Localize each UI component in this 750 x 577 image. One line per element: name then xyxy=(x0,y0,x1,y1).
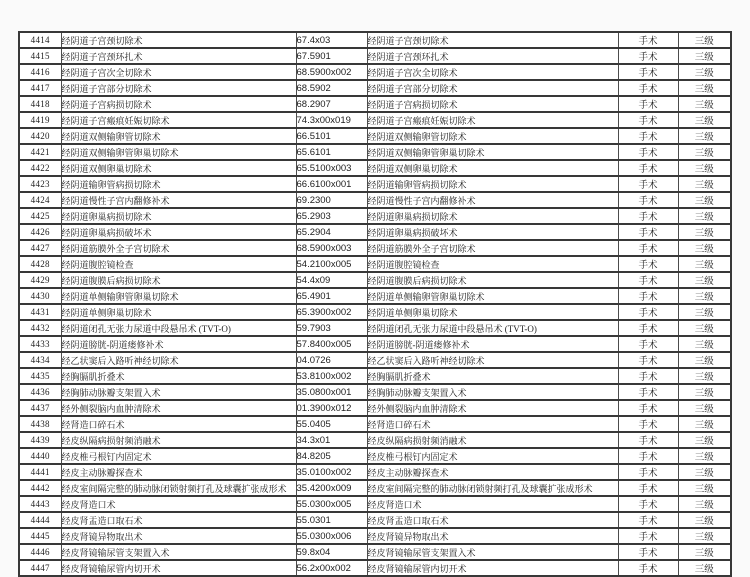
category-cell: 手术 xyxy=(618,64,678,80)
procedure-name-cell: 经外侧裂脑内血肿清除术 xyxy=(61,400,296,416)
procedure-name-2-cell: 经皮纵隔病损射频消融术 xyxy=(367,432,618,448)
procedure-code-cell: 68.5900x003 xyxy=(296,240,367,256)
procedure-name-cell: 经皮肾造口术 xyxy=(61,496,296,512)
category-cell: 手术 xyxy=(618,160,678,176)
row-number-cell: 4443 xyxy=(19,496,61,512)
procedure-name-2-cell: 经胸肺动脉瓣支架置入术 xyxy=(367,384,618,400)
procedure-name-cell: 经阴道输卵管病损切除术 xyxy=(61,176,296,192)
table-row xyxy=(19,176,731,192)
row-number-cell: 4437 xyxy=(19,400,61,416)
procedure-name-2-cell: 经阴道筋膜外全子宫切除术 xyxy=(367,240,618,256)
procedure-code-cell: 69.2300 xyxy=(296,192,367,208)
category-cell: 手术 xyxy=(618,144,678,160)
level-cell: 三级 xyxy=(678,544,731,560)
category-cell: 手术 xyxy=(618,416,678,432)
procedure-name-cell: 经阴道子宫颈环扎术 xyxy=(61,48,296,64)
table-row xyxy=(19,192,731,208)
procedure-code-cell: 35.0100x002 xyxy=(296,464,367,480)
procedure-code-cell: 66.5101 xyxy=(296,128,367,144)
row-number-cell: 4425 xyxy=(19,208,61,224)
procedure-name-cell: 经胸肺动脉瓣支架置入术 xyxy=(61,384,296,400)
level-cell: 三级 xyxy=(678,32,731,48)
procedure-name-cell: 经阴道单侧输卵管卵巢切除术 xyxy=(61,288,296,304)
procedure-name-2-cell: 经阴道腹腔镜检查 xyxy=(367,256,618,272)
category-cell: 手术 xyxy=(618,560,678,576)
table-row xyxy=(19,224,731,240)
level-cell: 三级 xyxy=(678,80,731,96)
procedure-name-2-cell: 经阴道子宫部分切除术 xyxy=(367,80,618,96)
table-row xyxy=(19,256,731,272)
procedure-name-cell: 经阴道慢性子宫内翻修补术 xyxy=(61,192,296,208)
row-number-cell: 4428 xyxy=(19,256,61,272)
category-cell: 手术 xyxy=(618,48,678,64)
procedure-name-cell: 经阴道单侧卵巢切除术 xyxy=(61,304,296,320)
category-cell: 手术 xyxy=(618,272,678,288)
procedure-code-cell: 67.5901 xyxy=(296,48,367,64)
category-cell: 手术 xyxy=(618,112,678,128)
category-cell: 手术 xyxy=(618,464,678,480)
category-cell: 手术 xyxy=(618,480,678,496)
procedure-code-cell: 35.4200x009 xyxy=(296,480,367,496)
procedure-code-cell: 55.0405 xyxy=(296,416,367,432)
procedure-name-cell: 经阴道膀胱-阴道瘘修补术 xyxy=(61,336,296,352)
procedure-code-cell: 54.4x09 xyxy=(296,272,367,288)
procedure-code-cell: 54.2100x005 xyxy=(296,256,367,272)
level-cell: 三级 xyxy=(678,48,731,64)
level-cell: 三级 xyxy=(678,144,731,160)
category-cell: 手术 xyxy=(618,96,678,112)
procedure-name-cell: 经皮纵隔病损射频消融术 xyxy=(61,432,296,448)
procedure-code-cell: 67.4x03 xyxy=(296,32,367,48)
procedure-name-cell: 经皮肾镜输尿管内切开术 xyxy=(61,560,296,576)
table-row xyxy=(19,144,731,160)
procedure-code-cell: 04.0726 xyxy=(296,352,367,368)
procedure-name-2-cell: 经皮肾镜异物取出术 xyxy=(367,528,618,544)
procedure-code-cell: 56.2x00x002 xyxy=(296,560,367,576)
row-number-cell: 4427 xyxy=(19,240,61,256)
procedure-name-cell: 经阴道子宫瘢痕妊娠切除术 xyxy=(61,112,296,128)
level-cell: 三级 xyxy=(678,432,731,448)
procedure-name-cell: 经阴道腹腔镜检查 xyxy=(61,256,296,272)
category-cell: 手术 xyxy=(618,288,678,304)
procedure-name-2-cell: 经乙状窦后入路听神经切除术 xyxy=(367,352,618,368)
procedure-name-2-cell: 经阴道慢性子宫内翻修补术 xyxy=(367,192,618,208)
table-row xyxy=(19,464,731,480)
procedure-name-cell: 经阴道筋膜外全子宫切除术 xyxy=(61,240,296,256)
procedure-code-cell: 34.3x01 xyxy=(296,432,367,448)
procedure-name-2-cell: 经阴道子宫次全切除术 xyxy=(367,64,618,80)
level-cell: 三级 xyxy=(678,256,731,272)
table-row xyxy=(19,240,731,256)
level-cell: 三级 xyxy=(678,560,731,576)
row-number-cell: 4440 xyxy=(19,448,61,464)
procedure-code-cell: 55.0301 xyxy=(296,512,367,528)
level-cell: 三级 xyxy=(678,96,731,112)
category-cell: 手术 xyxy=(618,128,678,144)
table-row xyxy=(19,352,731,368)
category-cell: 手术 xyxy=(618,368,678,384)
procedure-name-2-cell: 经皮肾造口术 xyxy=(367,496,618,512)
row-number-cell: 4415 xyxy=(19,48,61,64)
row-number-cell: 4416 xyxy=(19,64,61,80)
procedure-code-cell: 68.5902 xyxy=(296,80,367,96)
table-row xyxy=(19,368,731,384)
row-number-cell: 4421 xyxy=(19,144,61,160)
table-row xyxy=(19,96,731,112)
procedure-name-cell: 经阴道双侧输卵管切除术 xyxy=(61,128,296,144)
procedure-name-cell: 经肾造口碎石术 xyxy=(61,416,296,432)
procedure-name-2-cell: 经肾造口碎石术 xyxy=(367,416,618,432)
row-number-cell: 4419 xyxy=(19,112,61,128)
category-cell: 手术 xyxy=(618,176,678,192)
level-cell: 三级 xyxy=(678,160,731,176)
row-number-cell: 4444 xyxy=(19,512,61,528)
procedure-name-2-cell: 经皮椎弓根钉内固定术 xyxy=(367,448,618,464)
procedure-name-2-cell: 经阴道单侧卵巢切除术 xyxy=(367,304,618,320)
table-row xyxy=(19,400,731,416)
level-cell: 三级 xyxy=(678,352,731,368)
procedure-code-cell: 01.3900x012 xyxy=(296,400,367,416)
row-number-cell: 4441 xyxy=(19,464,61,480)
table-row xyxy=(19,208,731,224)
row-number-cell: 4445 xyxy=(19,528,61,544)
procedure-name-cell: 经阴道子宫次全切除术 xyxy=(61,64,296,80)
table-row xyxy=(19,80,731,96)
procedure-code-cell: 68.2907 xyxy=(296,96,367,112)
table-row xyxy=(19,432,731,448)
procedure-name-2-cell: 经阴道子宫颈切除术 xyxy=(367,32,618,48)
procedure-code-cell: 68.5900x002 xyxy=(296,64,367,80)
level-cell: 三级 xyxy=(678,416,731,432)
procedure-name-cell: 经阴道子宫颈切除术 xyxy=(61,32,296,48)
procedure-name-2-cell: 经阴道双侧输卵管切除术 xyxy=(367,128,618,144)
category-cell: 手术 xyxy=(618,336,678,352)
procedure-name-2-cell: 经外侧裂脑内血肿清除术 xyxy=(367,400,618,416)
procedure-name-2-cell: 经阴道子宫颈环扎术 xyxy=(367,48,618,64)
procedure-code-cell: 57.8400x005 xyxy=(296,336,367,352)
level-cell: 三级 xyxy=(678,448,731,464)
row-number-cell: 4434 xyxy=(19,352,61,368)
procedure-name-2-cell: 经皮肾镜输尿管支架置入术 xyxy=(367,544,618,560)
procedure-name-cell: 经乙状窦后入路听神经切除术 xyxy=(61,352,296,368)
procedure-code-cell: 59.7903 xyxy=(296,320,367,336)
procedure-name-2-cell: 经阴道单侧输卵管卵巢切除术 xyxy=(367,288,618,304)
table-row xyxy=(19,272,731,288)
category-cell: 手术 xyxy=(618,80,678,96)
row-number-cell: 4436 xyxy=(19,384,61,400)
table-row xyxy=(19,128,731,144)
category-cell: 手术 xyxy=(618,528,678,544)
category-cell: 手术 xyxy=(618,256,678,272)
procedure-name-2-cell: 经皮肾盂造口取石术 xyxy=(367,512,618,528)
level-cell: 三级 xyxy=(678,368,731,384)
procedure-code-cell: 65.5100x003 xyxy=(296,160,367,176)
level-cell: 三级 xyxy=(678,336,731,352)
procedure-name-2-cell: 经皮肾镜输尿管内切开术 xyxy=(367,560,618,576)
level-cell: 三级 xyxy=(678,464,731,480)
row-number-cell: 4417 xyxy=(19,80,61,96)
procedure-name-cell: 经阴道子宫部分切除术 xyxy=(61,80,296,96)
procedure-table xyxy=(18,31,732,577)
procedure-name-2-cell: 经阴道闭孔无张力尿道中段悬吊术 (TVT-O) xyxy=(367,320,618,336)
level-cell: 三级 xyxy=(678,224,731,240)
procedure-code-cell: 65.6101 xyxy=(296,144,367,160)
level-cell: 三级 xyxy=(678,272,731,288)
procedure-name-cell: 经皮肾镜异物取出术 xyxy=(61,528,296,544)
table-row xyxy=(19,384,731,400)
procedure-name-2-cell: 经阴道双侧输卵管卵巢切除术 xyxy=(367,144,618,160)
procedure-name-cell: 经皮肾盂造口取石术 xyxy=(61,512,296,528)
row-number-cell: 4429 xyxy=(19,272,61,288)
procedure-code-cell: 74.3x00x019 xyxy=(296,112,367,128)
level-cell: 三级 xyxy=(678,112,731,128)
table-row xyxy=(19,544,731,560)
row-number-cell: 4430 xyxy=(19,288,61,304)
procedure-name-2-cell: 经阴道子宫瘢痕妊娠切除术 xyxy=(367,112,618,128)
procedure-name-2-cell: 经阴道膀胱-阴道瘘修补术 xyxy=(367,336,618,352)
procedure-name-cell: 经阴道双侧卵巢切除术 xyxy=(61,160,296,176)
procedure-name-cell: 经皮肾镜输尿管支架置入术 xyxy=(61,544,296,560)
procedure-code-cell: 55.0300x006 xyxy=(296,528,367,544)
procedure-name-2-cell: 经阴道双侧卵巢切除术 xyxy=(367,160,618,176)
table-row xyxy=(19,480,731,496)
procedure-name-2-cell: 经阴道卵巢病损破坏术 xyxy=(367,224,618,240)
row-number-cell: 4438 xyxy=(19,416,61,432)
table-row xyxy=(19,112,731,128)
category-cell: 手术 xyxy=(618,304,678,320)
row-number-cell: 4446 xyxy=(19,544,61,560)
level-cell: 三级 xyxy=(678,400,731,416)
procedure-name-cell: 经皮椎弓根钉内固定术 xyxy=(61,448,296,464)
level-cell: 三级 xyxy=(678,176,731,192)
procedure-code-cell: 65.2904 xyxy=(296,224,367,240)
procedure-code-cell: 59.8x04 xyxy=(296,544,367,560)
table-row xyxy=(19,528,731,544)
row-number-cell: 4420 xyxy=(19,128,61,144)
procedure-name-cell: 经阴道卵巢病损切除术 xyxy=(61,208,296,224)
category-cell: 手术 xyxy=(618,320,678,336)
procedure-name-cell: 经阴道腹膜后病损切除术 xyxy=(61,272,296,288)
level-cell: 三级 xyxy=(678,64,731,80)
level-cell: 三级 xyxy=(678,304,731,320)
table-row xyxy=(19,160,731,176)
procedure-code-cell: 65.3900x002 xyxy=(296,304,367,320)
table-row xyxy=(19,448,731,464)
row-number-cell: 4433 xyxy=(19,336,61,352)
row-number-cell: 4424 xyxy=(19,192,61,208)
table-row xyxy=(19,304,731,320)
row-number-cell: 4423 xyxy=(19,176,61,192)
table-row xyxy=(19,496,731,512)
table-row xyxy=(19,32,731,48)
row-number-cell: 4435 xyxy=(19,368,61,384)
table-row xyxy=(19,320,731,336)
row-number-cell: 4422 xyxy=(19,160,61,176)
table-body xyxy=(19,32,731,576)
procedure-code-cell: 65.4901 xyxy=(296,288,367,304)
row-number-cell: 4418 xyxy=(19,96,61,112)
table-row xyxy=(19,560,731,576)
level-cell: 三级 xyxy=(678,480,731,496)
procedure-name-cell: 经阴道闭孔无张力尿道中段悬吊术 (TVT-O) xyxy=(61,320,296,336)
category-cell: 手术 xyxy=(618,496,678,512)
level-cell: 三级 xyxy=(678,128,731,144)
category-cell: 手术 xyxy=(618,432,678,448)
procedure-name-2-cell: 经阴道卵巢病损切除术 xyxy=(367,208,618,224)
procedure-code-cell: 66.6100x001 xyxy=(296,176,367,192)
procedure-name-cell: 经皮室间隔完整的肺动脉闭锁射频打孔及球囊扩张成形术 xyxy=(61,480,296,496)
table-row xyxy=(19,416,731,432)
procedure-code-cell: 84.8205 xyxy=(296,448,367,464)
row-number-cell: 4447 xyxy=(19,560,61,576)
table-row xyxy=(19,336,731,352)
row-number-cell: 4442 xyxy=(19,480,61,496)
level-cell: 三级 xyxy=(678,208,731,224)
category-cell: 手术 xyxy=(618,512,678,528)
procedure-name-2-cell: 经皮主动脉瓣探查术 xyxy=(367,464,618,480)
row-number-cell: 4414 xyxy=(19,32,61,48)
procedure-name-2-cell: 经胸膈肌折叠术 xyxy=(367,368,618,384)
procedure-name-2-cell: 经阴道子宫病损切除术 xyxy=(367,96,618,112)
procedure-code-cell: 35.0800x001 xyxy=(296,384,367,400)
table-row xyxy=(19,512,731,528)
procedure-name-2-cell: 经阴道腹膜后病损切除术 xyxy=(367,272,618,288)
level-cell: 三级 xyxy=(678,192,731,208)
category-cell: 手术 xyxy=(618,448,678,464)
row-number-cell: 4439 xyxy=(19,432,61,448)
level-cell: 三级 xyxy=(678,512,731,528)
level-cell: 三级 xyxy=(678,496,731,512)
level-cell: 三级 xyxy=(678,240,731,256)
row-number-cell: 4426 xyxy=(19,224,61,240)
category-cell: 手术 xyxy=(618,208,678,224)
category-cell: 手术 xyxy=(618,400,678,416)
procedure-name-cell: 经阴道子宫病损切除术 xyxy=(61,96,296,112)
table-row xyxy=(19,48,731,64)
level-cell: 三级 xyxy=(678,288,731,304)
row-number-cell: 4432 xyxy=(19,320,61,336)
category-cell: 手术 xyxy=(618,544,678,560)
category-cell: 手术 xyxy=(618,192,678,208)
procedure-name-2-cell: 经皮室间隔完整的肺动脉闭锁射频打孔及球囊扩张成形术 xyxy=(367,480,618,496)
procedure-code-cell: 55.0300x005 xyxy=(296,496,367,512)
procedure-name-cell: 经胸膈肌折叠术 xyxy=(61,368,296,384)
procedure-name-cell: 经皮主动脉瓣探查术 xyxy=(61,464,296,480)
procedure-name-cell: 经阴道双侧输卵管卵巢切除术 xyxy=(61,144,296,160)
table-row xyxy=(19,64,731,80)
procedure-name-cell: 经阴道卵巢病损破坏术 xyxy=(61,224,296,240)
category-cell: 手术 xyxy=(618,352,678,368)
level-cell: 三级 xyxy=(678,384,731,400)
procedure-code-cell: 65.2903 xyxy=(296,208,367,224)
procedure-code-cell: 53.8100x002 xyxy=(296,368,367,384)
category-cell: 手术 xyxy=(618,384,678,400)
category-cell: 手术 xyxy=(618,240,678,256)
category-cell: 手术 xyxy=(618,32,678,48)
level-cell: 三级 xyxy=(678,528,731,544)
procedure-name-2-cell: 经阴道输卵管病损切除术 xyxy=(367,176,618,192)
row-number-cell: 4431 xyxy=(19,304,61,320)
category-cell: 手术 xyxy=(618,224,678,240)
level-cell: 三级 xyxy=(678,320,731,336)
table-row xyxy=(19,288,731,304)
